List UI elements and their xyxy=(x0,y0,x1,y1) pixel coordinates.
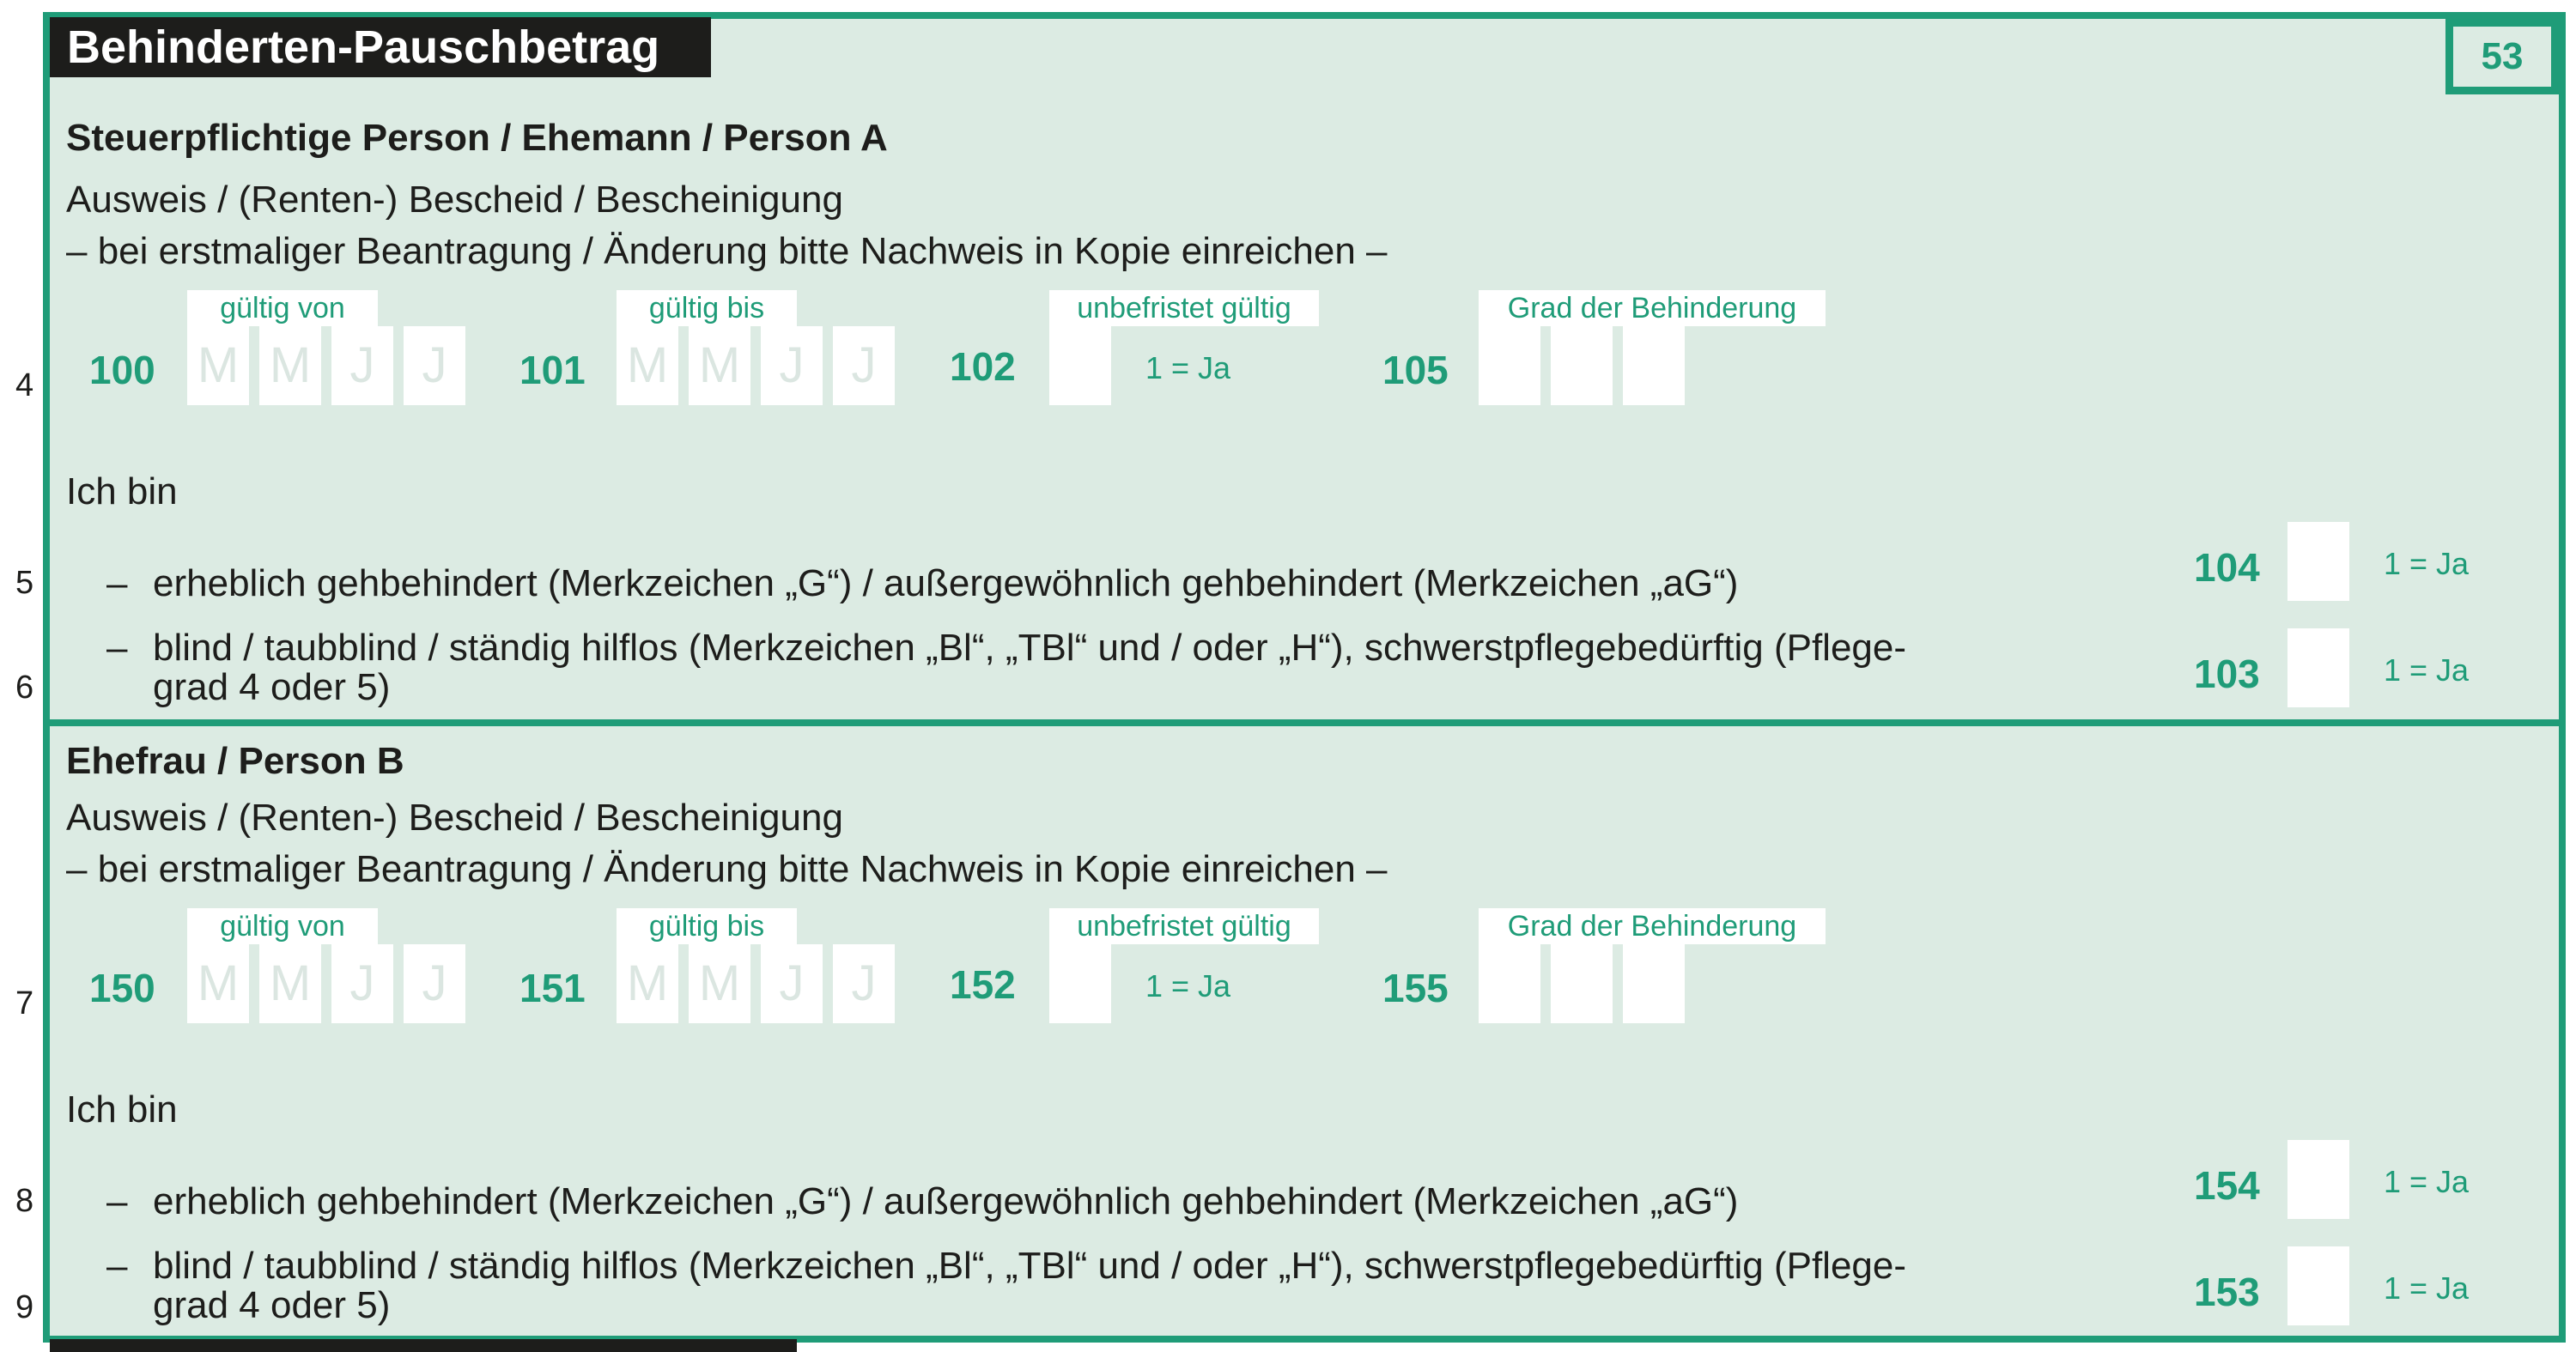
section-divider xyxy=(43,719,2566,726)
person-b-blind-input[interactable] xyxy=(2287,1246,2349,1325)
field-code-103: 103 xyxy=(2194,652,2260,696)
person-a-unlimited-hint: 1 = Ja xyxy=(1145,350,1231,385)
person-b-degree-digit-1[interactable] xyxy=(1479,944,1540,1023)
field-code-153: 153 xyxy=(2194,1270,2260,1314)
person-a-degree-label: Grad der Behinderung xyxy=(1479,290,1826,326)
person-b-walking-hint: 1 = Ja xyxy=(2384,1164,2470,1199)
person-b-ich-bin: Ich bin xyxy=(66,1088,178,1131)
form-title: Behinderten-Pauschbetrag xyxy=(50,17,711,77)
person-b-degree-digit-2[interactable] xyxy=(1551,944,1613,1023)
person-a-degree-digit-2[interactable] xyxy=(1551,326,1613,405)
person-a-walking-input[interactable] xyxy=(2287,522,2349,601)
person-b-valid-from-year-1[interactable]: J xyxy=(331,944,393,1023)
person-a-ich-bin: Ich bin xyxy=(66,470,178,512)
field-code-105: 105 xyxy=(1382,348,1449,392)
person-a-valid-to-label: gültig bis xyxy=(617,290,797,326)
person-a-unlimited-label: unbefristet gültig xyxy=(1049,290,1319,326)
person-a-walking-dash: – xyxy=(106,562,128,604)
person-b-document-line: Ausweis / (Renten-) Bescheid / Bescheinigung xyxy=(66,797,843,839)
person-a-note-line: – bei erstmaliger Beantragung / Änderung bitte Nachweis in Kopie einreichen – xyxy=(66,230,1388,272)
person-a-valid-to-year-2[interactable]: J xyxy=(833,326,895,405)
line-number-7: 7 xyxy=(15,985,34,1022)
person-b-valid-from-label: gültig von xyxy=(187,908,378,944)
person-a-unlimited-input[interactable] xyxy=(1049,326,1111,405)
person-b-blind-dash: – xyxy=(106,1245,128,1287)
person-a-valid-to-month-2[interactable]: M xyxy=(689,326,750,405)
field-code-150: 150 xyxy=(89,966,155,1010)
person-a-document-line: Ausweis / (Renten-) Bescheid / Bescheinigung xyxy=(66,179,843,221)
person-b-walking-dash: – xyxy=(106,1180,128,1222)
person-a-valid-from-year-2[interactable]: J xyxy=(404,326,465,405)
field-code-154: 154 xyxy=(2194,1163,2260,1208)
person-b-valid-from-year-2[interactable]: J xyxy=(404,944,465,1023)
person-b-degree-label: Grad der Behinderung xyxy=(1479,908,1826,944)
line-number-5: 5 xyxy=(15,565,34,601)
person-b-valid-to-month-1[interactable]: M xyxy=(617,944,678,1023)
field-code-104: 104 xyxy=(2194,545,2260,590)
person-a-valid-to-year-1[interactable]: J xyxy=(761,326,823,405)
person-a-blind-text-line-1: blind / taubblind / ständig hilflos (Merkzeichen „Bl“, „TBl“ und / oder „H“), schwerstpflegebedürftig (Pflege- xyxy=(153,627,1907,669)
person-a-degree-digit-1[interactable] xyxy=(1479,326,1540,405)
person-a-valid-from-label: gültig von xyxy=(187,290,378,326)
person-a-heading: Steuerpflichtige Person / Ehemann / Person A xyxy=(66,117,888,159)
person-b-walking-text: erheblich gehbehindert (Merkzeichen „G“) / außergewöhnlich gehbehindert (Merkzeichen „aG“) xyxy=(153,1180,1739,1222)
line-number-6: 6 xyxy=(15,670,34,706)
person-a-degree-digit-3[interactable] xyxy=(1623,326,1685,405)
line-number-4: 4 xyxy=(15,367,34,403)
person-b-blind-text-line-1: blind / taubblind / ständig hilflos (Merkzeichen „Bl“, „TBl“ und / oder „H“), schwerstpflegebedürftig (Pflege- xyxy=(153,1245,1907,1287)
person-a-valid-from-month-1[interactable]: M xyxy=(187,326,249,405)
field-code-101: 101 xyxy=(519,348,586,392)
person-b-blind-hint: 1 = Ja xyxy=(2384,1270,2470,1306)
field-code-155: 155 xyxy=(1382,966,1449,1010)
person-b-note-line: – bei erstmaliger Beantragung / Änderung bitte Nachweis in Kopie einreichen – xyxy=(66,848,1388,890)
person-b-walking-input[interactable] xyxy=(2287,1140,2349,1219)
next-section-bar xyxy=(50,1339,797,1352)
line-number-9: 9 xyxy=(15,1289,34,1325)
person-b-unlimited-hint: 1 = Ja xyxy=(1145,968,1231,1003)
person-b-valid-from-month-2[interactable]: M xyxy=(259,944,321,1023)
page-number-badge: 53 xyxy=(2445,19,2559,94)
person-b-valid-from-month-1[interactable]: M xyxy=(187,944,249,1023)
person-b-blind-text-line-2: grad 4 oder 5) xyxy=(153,1284,391,1326)
field-code-151: 151 xyxy=(519,966,586,1010)
person-a-blind-input[interactable] xyxy=(2287,628,2349,707)
person-a-walking-text: erheblich gehbehindert (Merkzeichen „G“) / außergewöhnlich gehbehindert (Merkzeichen „aG“) xyxy=(153,562,1739,604)
person-b-valid-to-year-2[interactable]: J xyxy=(833,944,895,1023)
line-number-8: 8 xyxy=(15,1183,34,1219)
person-a-valid-to-month-1[interactable]: M xyxy=(617,326,678,405)
person-a-valid-from-year-1[interactable]: J xyxy=(331,326,393,405)
person-a-blind-hint: 1 = Ja xyxy=(2384,652,2470,688)
person-a-walking-hint: 1 = Ja xyxy=(2384,546,2470,581)
person-b-valid-to-year-1[interactable]: J xyxy=(761,944,823,1023)
person-a-blind-text-line-2: grad 4 oder 5) xyxy=(153,666,391,708)
person-b-unlimited-input[interactable] xyxy=(1049,944,1111,1023)
person-a-valid-from-month-2[interactable]: M xyxy=(259,326,321,405)
field-code-100: 100 xyxy=(89,348,155,392)
person-b-valid-to-month-2[interactable]: M xyxy=(689,944,750,1023)
person-b-unlimited-label: unbefristet gültig xyxy=(1049,908,1319,944)
field-code-102: 102 xyxy=(950,344,1016,389)
person-a-blind-dash: – xyxy=(106,627,128,669)
person-b-valid-to-label: gültig bis xyxy=(617,908,797,944)
person-b-degree-digit-3[interactable] xyxy=(1623,944,1685,1023)
field-code-152: 152 xyxy=(950,962,1016,1007)
person-b-heading: Ehefrau / Person B xyxy=(66,740,404,782)
